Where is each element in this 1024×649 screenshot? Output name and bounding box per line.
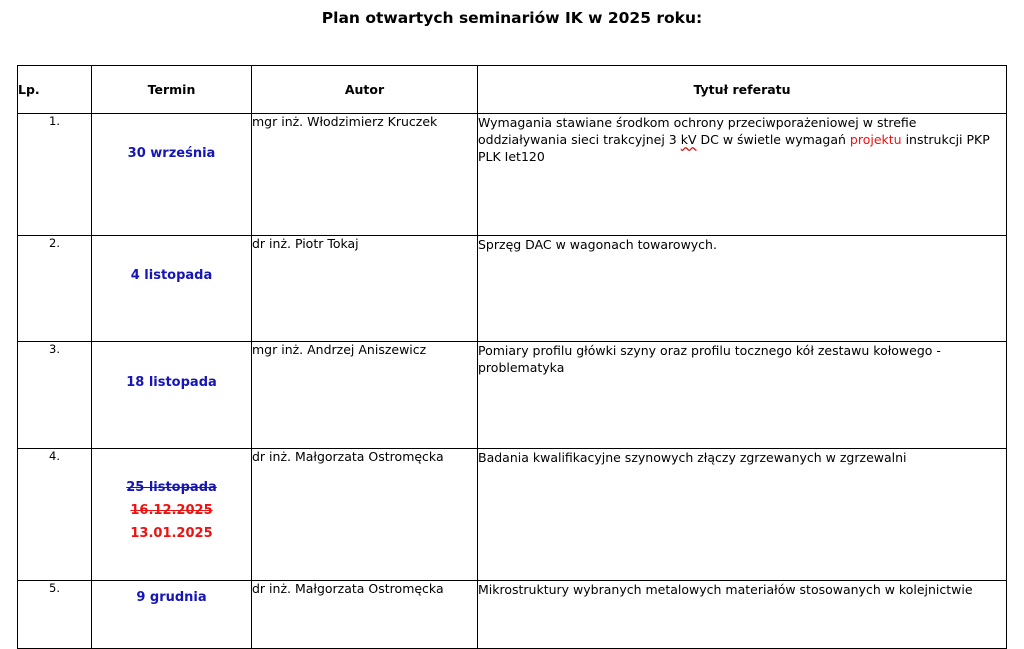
tytul-text: DC w świetle wymagań <box>696 132 850 147</box>
page-title: Plan otwartych seminariów IK w 2025 roku: <box>321 9 703 27</box>
table-row <box>18 114 1007 236</box>
seminar-schedule-table <box>17 65 1007 649</box>
row-lp: 3. <box>18 342 92 449</box>
row-autor: mgr inż. Włodzimierz Kruczek <box>252 114 478 236</box>
row-termin: 9 grudnia <box>92 581 252 649</box>
highlighted-word: projektu <box>849 132 902 147</box>
row-autor: dr inż. Małgorzata Ostromęcka <box>252 449 478 581</box>
tytul-text: instrukcji PKP PLK Iet120 <box>478 132 990 164</box>
table-header-row <box>18 66 1007 114</box>
table-row <box>18 236 1007 342</box>
row-tytul: Pomiary profilu główki szyny oraz profilu tocznego kół zestawu kołowego - problematyka <box>478 342 1007 449</box>
row-lp: 5. <box>18 581 92 649</box>
row-lp: 4. <box>18 449 92 581</box>
row-autor: dr inż. Małgorzata Ostromęcka <box>252 581 478 649</box>
cancelled-date: 25 listopada <box>126 480 217 495</box>
header-autor: Autor <box>252 66 478 114</box>
tytul-text: Wymagania stawiane środkom ochrony przeciwporażeniowej w strefie oddziaływania sieci trakcyjnej 3 <box>478 115 917 147</box>
spellcheck-word: kV <box>680 132 697 147</box>
header-lp: Lp. <box>18 66 92 114</box>
row-tytul: Badania kwalifikacyjne szynowych złączy zgrzewanych w zgrzewalni <box>478 449 1007 581</box>
row-termin <box>92 449 252 581</box>
row-tytul: Sprzęg DAC w wagonach towarowych. <box>478 236 1007 342</box>
table-row <box>18 342 1007 449</box>
row-tytul <box>478 114 1007 236</box>
row-tytul: Mikrostruktury wybranych metalowych materiałów stosowanych w kolejnictwie <box>478 581 1007 649</box>
row-lp: 1. <box>18 114 92 236</box>
new-date: 13.01.2025 <box>130 526 213 541</box>
table-row <box>18 581 1007 649</box>
row-autor: dr inż. Piotr Tokaj <box>252 236 478 342</box>
table-row <box>18 449 1007 581</box>
row-termin: 18 listopada <box>92 342 252 449</box>
header-termin: Termin <box>92 66 252 114</box>
row-termin: 30 września <box>92 114 252 236</box>
row-termin: 4 listopada <box>92 236 252 342</box>
cancelled-date: 16.12.2025 <box>130 503 213 518</box>
header-tytul: Tytuł referatu <box>478 66 1007 114</box>
row-autor: mgr inż. Andrzej Aniszewicz <box>252 342 478 449</box>
row-lp: 2. <box>18 236 92 342</box>
